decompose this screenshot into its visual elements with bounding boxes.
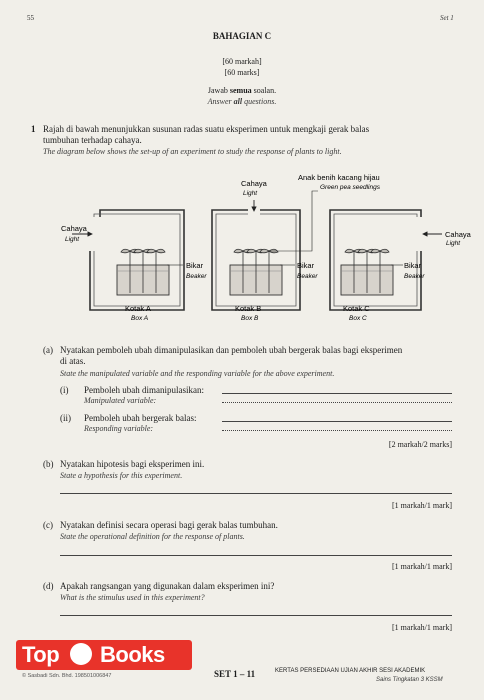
label-beaker-b: Bikar [297, 261, 315, 270]
question-text-en: The diagram below shows the set-up of an experiment to study the response of plants to light. [43, 147, 342, 156]
logo-text-top: Top [22, 642, 60, 667]
label-seedlings-en: Green pea seedlings [320, 184, 380, 191]
part-a-ii-text: Pemboleh ubah bergerak balas: [84, 413, 197, 423]
part-d-answer-line[interactable] [60, 615, 452, 616]
label-box-a-en: Box A [131, 315, 149, 322]
part-a-text-ms-2: di atas. [60, 356, 86, 366]
label-light-top: Cahaya [241, 179, 267, 188]
label-seedlings: Anak benih kacang hijau [298, 173, 380, 182]
instruction-ms: Jawab semua soalan. [207, 86, 277, 95]
label-beaker-c-en: Beaker [404, 273, 425, 280]
topbooks-logo [16, 640, 192, 670]
part-b-marks: [1 markah/1 mark] [392, 501, 452, 510]
part-a-text-ms-1: Nyatakan pemboleh ubah dimanipulasikan dan pemboleh ubah bergerak balas bagi eksperimen [60, 345, 403, 355]
part-b-answer-line[interactable] [60, 493, 452, 494]
label-box-a: Kotak A [125, 304, 151, 313]
label-light-right-en: Light [446, 240, 461, 247]
part-a-ii-text-en: Responding variable: [84, 424, 154, 433]
label-light-left: Cahaya [61, 224, 87, 233]
part-c-text-ms: Nyatakan definisi secara operasi bagi gerak balas tumbuhan. [60, 520, 278, 530]
part-b-label: (b) [43, 459, 54, 469]
part-a-ii-label: (ii) [60, 413, 71, 423]
part-a-i-label: (i) [60, 385, 69, 395]
part-d-text-en: What is the stimulus used in this experiment? [60, 593, 205, 602]
part-a-marks: [2 markah/2 marks] [388, 440, 452, 449]
part-a-ii-answer-line[interactable] [222, 421, 452, 422]
part-c-label: (c) [43, 520, 53, 530]
page-number: 55 [27, 14, 34, 22]
label-light-top-en: Light [243, 190, 258, 197]
part-c-answer-line[interactable] [60, 555, 452, 556]
footer-exam-title: KERTAS PERSEDIAAN UJIAN AKHIR SESI AKADEMIK [275, 668, 426, 674]
part-d-marks: [1 markah/1 mark] [392, 623, 452, 632]
label-beaker-b-en: Beaker [297, 273, 318, 280]
part-c-marks: [1 markah/1 mark] [392, 562, 452, 571]
section-title: BAHAGIAN C [212, 31, 272, 41]
part-d-label: (d) [43, 581, 54, 591]
question-text-ms-2: tumbuhan terhadap cahaya. [43, 135, 142, 145]
logo-circle-icon [70, 643, 92, 665]
label-light-left-en: Light [65, 236, 80, 243]
part-a-ii-answer-line-2[interactable] [222, 430, 452, 431]
part-a-text-en: State the manipulated variable and the responding variable for the above experiment. [60, 369, 335, 378]
label-beaker-a-en: Beaker [186, 273, 207, 280]
part-d-text-ms: Apakah rangsangan yang digunakan dalam eksperimen ini? [60, 581, 275, 591]
label-box-c: Kotak C [343, 304, 370, 313]
part-b-text-ms: Nyatakan hipotesis bagi eksperimen ini. [60, 459, 205, 469]
instruction-en: Answer all questions. [207, 97, 277, 106]
footer-set-page: SET 1 – 11 [214, 669, 256, 679]
label-box-b: Kotak B [235, 304, 262, 313]
seedlings-leader [268, 191, 318, 251]
part-a-i-text-en: Manipulated variable: [84, 396, 157, 405]
question-text-ms-1: Rajah di bawah menunjukkan susunan radas suatu eksperimen untuk mengkaji gerak balas [43, 124, 370, 134]
label-beaker-a: Bikar [186, 261, 204, 270]
part-b-text-en: State a hypothesis for this experiment. [60, 471, 183, 480]
part-a-label: (a) [43, 345, 53, 355]
part-a-i-answer-line-2[interactable] [222, 402, 452, 403]
logo-text-bottom: Books [100, 642, 165, 667]
label-beaker-c: Bikar [404, 261, 422, 270]
set-label: Set 1 [440, 14, 454, 22]
question-number: 1 [31, 124, 36, 134]
part-c-text-en: State the operational definition for the response of plants. [60, 532, 245, 541]
label-box-b-en: Box B [241, 315, 259, 322]
footer-exam-subtitle: Sains Tingkatan 3 KSSM [376, 677, 443, 683]
label-box-c-en: Box C [349, 315, 367, 322]
marks-ms: [60 markah] [222, 57, 262, 66]
part-a-i-text: Pemboleh ubah dimanipulasikan: [84, 385, 204, 395]
experiment-diagram [0, 165, 484, 330]
publisher-copyright: © Sasbadi Sdn. Bhd. 198501006847 [22, 673, 112, 679]
marks-en: [60 marks] [224, 68, 260, 77]
part-a-i-answer-line[interactable] [222, 393, 452, 394]
label-light-right: Cahaya [445, 230, 471, 239]
